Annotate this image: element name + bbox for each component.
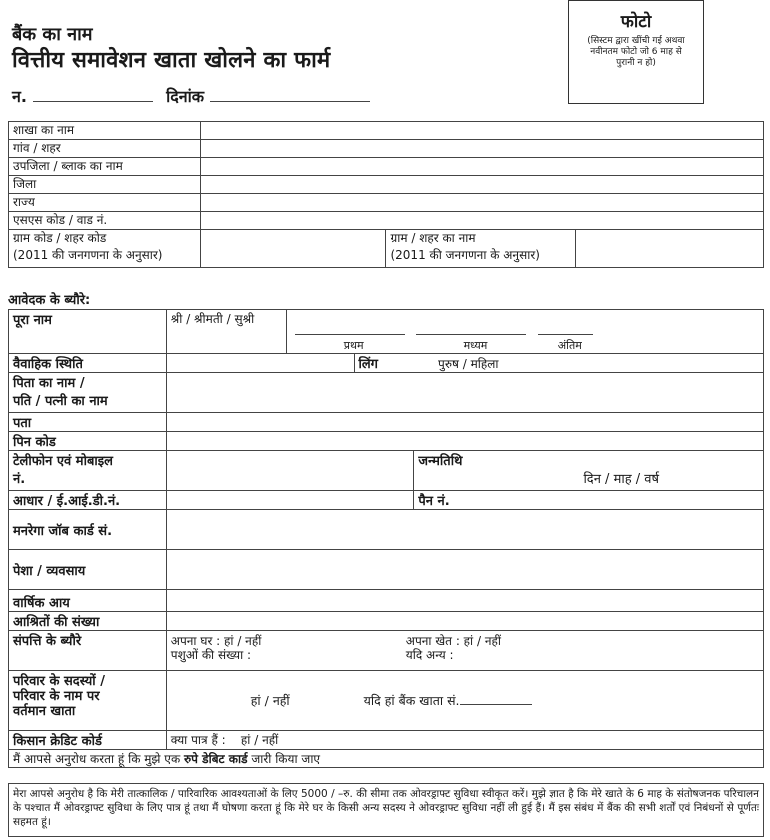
branch-name-label: शाखा का नाम	[9, 122, 201, 140]
phone-label: टेलीफोन एवं मोबाइल नं.	[9, 451, 167, 491]
branch-details-table	[8, 121, 764, 268]
middle-name-label: मध्यम	[463, 339, 488, 352]
rupay-card-label: रुपे डेबिट कार्ड	[184, 752, 248, 766]
pin-code-field[interactable]	[166, 432, 763, 451]
state-label: राज्य	[9, 194, 201, 212]
first-name-field[interactable]	[295, 322, 405, 335]
subdistrict-label: उपजिला / ब्लाक का नाम	[9, 158, 201, 176]
bank-name-label: बैंक का नाम	[12, 24, 93, 45]
kcc-label: किसान क्रेडिट कोर्ड	[9, 731, 167, 750]
father-name-field[interactable]	[166, 373, 763, 413]
family-account-field[interactable]	[166, 671, 763, 731]
gender-label: लिंग	[358, 357, 379, 372]
if-other-label: यदि अन्य :	[405, 648, 454, 662]
full-name-label: पूरा नाम	[9, 310, 167, 354]
date-field[interactable]	[210, 87, 370, 102]
middle-name-field[interactable]	[416, 322, 526, 335]
last-name-label: अंतिम	[557, 339, 582, 352]
dob-cell[interactable]	[414, 451, 764, 491]
aadhaar-field[interactable]	[166, 491, 414, 510]
rupay-suffix: जारी किया जाए	[251, 752, 321, 766]
address-label: पता	[9, 413, 167, 432]
photo-note: (सिस्टम द्वारा खींची गई अथवा नवीनतम फोटो जो 6 माह से पुरानी न हो)	[587, 36, 685, 68]
dob-format: दिन / माह / वर्ष	[583, 472, 659, 487]
district-label: जिला	[9, 176, 201, 194]
village-name-label: ग्राम / शहर का नाम (2011 की जनगणना के अनुसार)	[386, 230, 576, 268]
family-account-number-field[interactable]	[460, 694, 532, 705]
last-name-field[interactable]	[538, 322, 593, 335]
photo-box	[568, 0, 704, 104]
occupation-label: पेशा / व्यवसाय	[9, 550, 167, 590]
village-name-field[interactable]	[576, 230, 764, 268]
subdistrict-field[interactable]	[200, 158, 763, 176]
address-field[interactable]	[166, 413, 763, 432]
pin-code-label: पिन कोड	[9, 432, 167, 451]
dependents-label: आश्रितों की संख्या	[9, 612, 167, 631]
occupation-field[interactable]	[166, 550, 763, 590]
photo-title: फोटो	[620, 12, 652, 32]
mgnrega-field[interactable]	[166, 510, 763, 550]
first-name-label: प्रथम	[343, 339, 364, 352]
name-fields[interactable]	[286, 310, 763, 354]
marital-status-label: वैवाहिक स्थिति	[9, 354, 167, 373]
annual-income-label: वार्षिक आय	[9, 590, 167, 612]
form-title: वित्तीय समावेशन खाता खोलने का फार्म	[12, 48, 331, 73]
village-code-field[interactable]	[200, 230, 386, 268]
applicant-details-table	[8, 309, 764, 768]
dob-label: जन्मतिथि	[418, 454, 463, 469]
village-city-field[interactable]	[200, 140, 763, 158]
rupay-request-row	[9, 750, 764, 768]
own-house-option[interactable]: अपना घर : हां / नहीं	[170, 634, 262, 648]
ss-code-field[interactable]	[200, 212, 763, 230]
district-field[interactable]	[200, 176, 763, 194]
gender-options[interactable]: पुरुष / महिला	[438, 357, 499, 371]
annual-income-field[interactable]	[166, 590, 763, 612]
village-city-label: गांव / शहर	[9, 140, 201, 158]
own-farm-option[interactable]: अपना खेत : हां / नहीं	[405, 634, 501, 648]
rupay-prefix: मैं आपसे अनुरोध करता हूं कि मुझे एक	[13, 752, 181, 766]
aadhaar-label: आधार / ई.आई.डी.नं.	[9, 491, 167, 510]
dependents-field[interactable]	[166, 612, 763, 631]
family-yes-no-option[interactable]: हां / नहीं	[250, 693, 290, 708]
assets-label: संपत्ति के ब्यौरे	[9, 631, 167, 671]
ss-code-label: एसएस कोड / वाड नं.	[9, 212, 201, 230]
number-label: न.	[12, 87, 27, 106]
state-field[interactable]	[200, 194, 763, 212]
phone-field[interactable]	[166, 451, 414, 491]
overdraft-declaration: मेरा आपसे अनुरोध है कि मेरी तात्कालिक / पारिवारिक आवश्यताओं के लिए 5000 / –रु. की सीमा तक ओवरड्राफ्ट सुविधा स्वीकृत करें। मुझे ज्ञात है कि मेरे खाते के 6 माह के संतोषजनक परिचालन के पश्चात मैं ओवरड्राफ्ट सुविधा के लिए पात्र हूं तथा मैं घोषणा करता हूं कि मेरे घर के किसी अन्य सदस्य ने ओवरड्राफ्ट सुविधा नहीं ली हुई हैं। मैं इस संबंध में बैंक की सभी शर्तों एवं निबंधनों से पूर्णतः सहमत हूं।	[8, 783, 764, 837]
salutation-label[interactable]: श्री / श्रीमती / सुश्री	[166, 310, 286, 354]
number-field[interactable]	[33, 87, 153, 102]
number-date-line	[12, 85, 370, 107]
branch-name-field[interactable]	[200, 122, 763, 140]
family-account-label: परिवार के सदस्यों / परिवार के नाम पर वर्तमान खाता	[9, 671, 167, 731]
village-code-label: ग्राम कोड / शहर कोड (2011 की जनगणना के अनुसार)	[9, 230, 201, 268]
marital-status-field[interactable]	[166, 354, 354, 373]
father-name-label: पिता का नाम / पति / पत्नी का नाम	[9, 373, 167, 413]
date-label: दिनांक	[166, 87, 205, 106]
kcc-eligible-option[interactable]: क्या पात्र हैं : हां / नहीं	[166, 731, 763, 750]
gender-cell[interactable]	[354, 354, 764, 373]
mgnrega-label: मनरेगा जॉब कार्ड सं.	[9, 510, 167, 550]
applicant-heading: आवेदक के ब्यौरे:	[8, 293, 91, 308]
pan-label: पैन नं.	[414, 491, 764, 510]
assets-field[interactable]	[166, 631, 763, 671]
family-account-label-text: यदि हां बैंक खाता सं.	[363, 693, 460, 708]
livestock-label: पशुओं की संख्या :	[170, 648, 252, 662]
